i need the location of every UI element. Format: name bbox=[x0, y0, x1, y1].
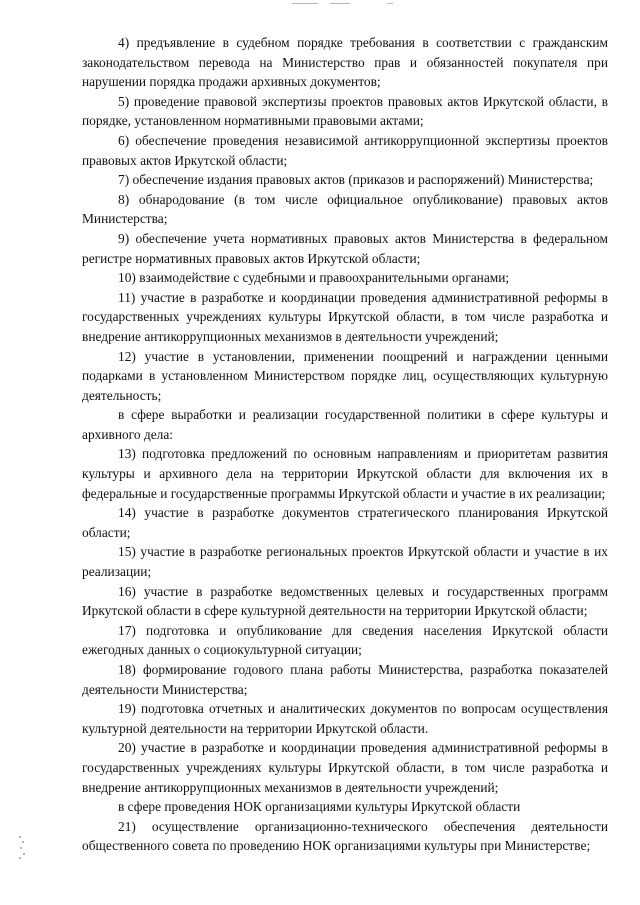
paragraph-item-14: 14) участие в разработке документов стратегического планирования Иркутской области; bbox=[82, 505, 608, 540]
paragraph-item-18: 18) формирование годового плана работы Министерства, разработка показателей деятельности Министерства; bbox=[82, 662, 608, 697]
paragraph-item-4: 4) предъявление в судебном порядке требования в соответствии с гражданским законодательством перевода на Министерство прав и обязанностей покупателя при нарушении порядка продажи архивных документов; bbox=[82, 35, 608, 90]
section-heading-nok: в сфере проведения НОК организациями культуры Иркутской области bbox=[118, 799, 521, 815]
paragraph-item-7: 7) обеспечение издания правовых актов (приказов и распоряжений) Министерства; bbox=[118, 172, 594, 188]
paragraph-item-19: 19) подготовка отчетных и аналитических документов по вопросам осуществления культурной деятельности на территории Иркутской области. bbox=[82, 701, 608, 736]
paragraph-item-21: 21) осуществление организационно-технического обеспечения деятельности общественного совета по проведению НОК организациями культуры при Министерстве; bbox=[82, 818, 608, 854]
paragraph-item-6: 6) обеспечение проведения независимой антикоррупционной экспертизы проектов правовых актов Иркутской области; bbox=[82, 132, 608, 168]
paragraph-item-9: 9) обеспечение учета нормативных правовых актов Министерства в федеральном регистре нормативных правовых актов Иркутской области; bbox=[82, 230, 608, 266]
paragraph-item-17: 17) подготовка и опубликование для сведения населения Иркутской области ежегодных данных о социокультурной ситуации; bbox=[82, 622, 608, 658]
paragraph-item-12: 12) участие в установлении, применении поощрений и награждении ценными подарками в установленном Министерством порядке лиц, осуществляющих культурную деятельность; bbox=[82, 348, 608, 403]
paragraph-item-8: 8) обнародование (в том числе официальное опубликование) правовых актов Министерства; bbox=[82, 191, 608, 227]
scan-artifact-mark bbox=[330, 3, 350, 4]
paragraph-item-15: 15) участие в разработке региональных проектов Иркутской области и участие в их реализации; bbox=[82, 544, 608, 580]
paragraph-item-13: 13) подготовка предложений по основным направлениям и приоритетам развития культуры и архивного дела на территории Иркутской области для включения их в федеральные и государственные программы Иркутской области и участие в их реализации; bbox=[82, 446, 608, 501]
paragraph-item-5: 5) проведение правовой экспертизы проектов правовых актов Иркутской области, в порядке, установленном нормативными правовыми актами; bbox=[82, 93, 608, 129]
scan-artifact-mark bbox=[292, 3, 318, 4]
paragraph-item-16: 16) участие в разработке ведомственных целевых и государственных программ Иркутской области в сфере культурной деятельности на территории Иркутской области; bbox=[82, 583, 608, 619]
section-heading-policy: в сфере выработки и реализации государственной политики в сфере культуры и архивного дела: bbox=[82, 407, 608, 442]
paragraph-item-11: 11) участие в разработке и координации проведения административной реформы в государственных учреждениях культуры Иркутской области, в том числе разработка и внедрение антикоррупционных механизмов в деятельности учреждений; bbox=[82, 289, 608, 344]
scan-artifact-mark bbox=[387, 3, 393, 4]
paragraph-item-10: 10) взаимодействие с судебными и правоохранительными органами; bbox=[118, 270, 510, 286]
document-body bbox=[82, 33, 608, 856]
paragraph-item-20: 20) участие в разработке и координации проведения административной реформы в государственных учреждениях культуры Иркутской области, в том числе разработка и внедрение антикоррупционных механизмов в деятельности учреждений; bbox=[82, 740, 608, 795]
scan-artifact-specks bbox=[19, 836, 25, 860]
